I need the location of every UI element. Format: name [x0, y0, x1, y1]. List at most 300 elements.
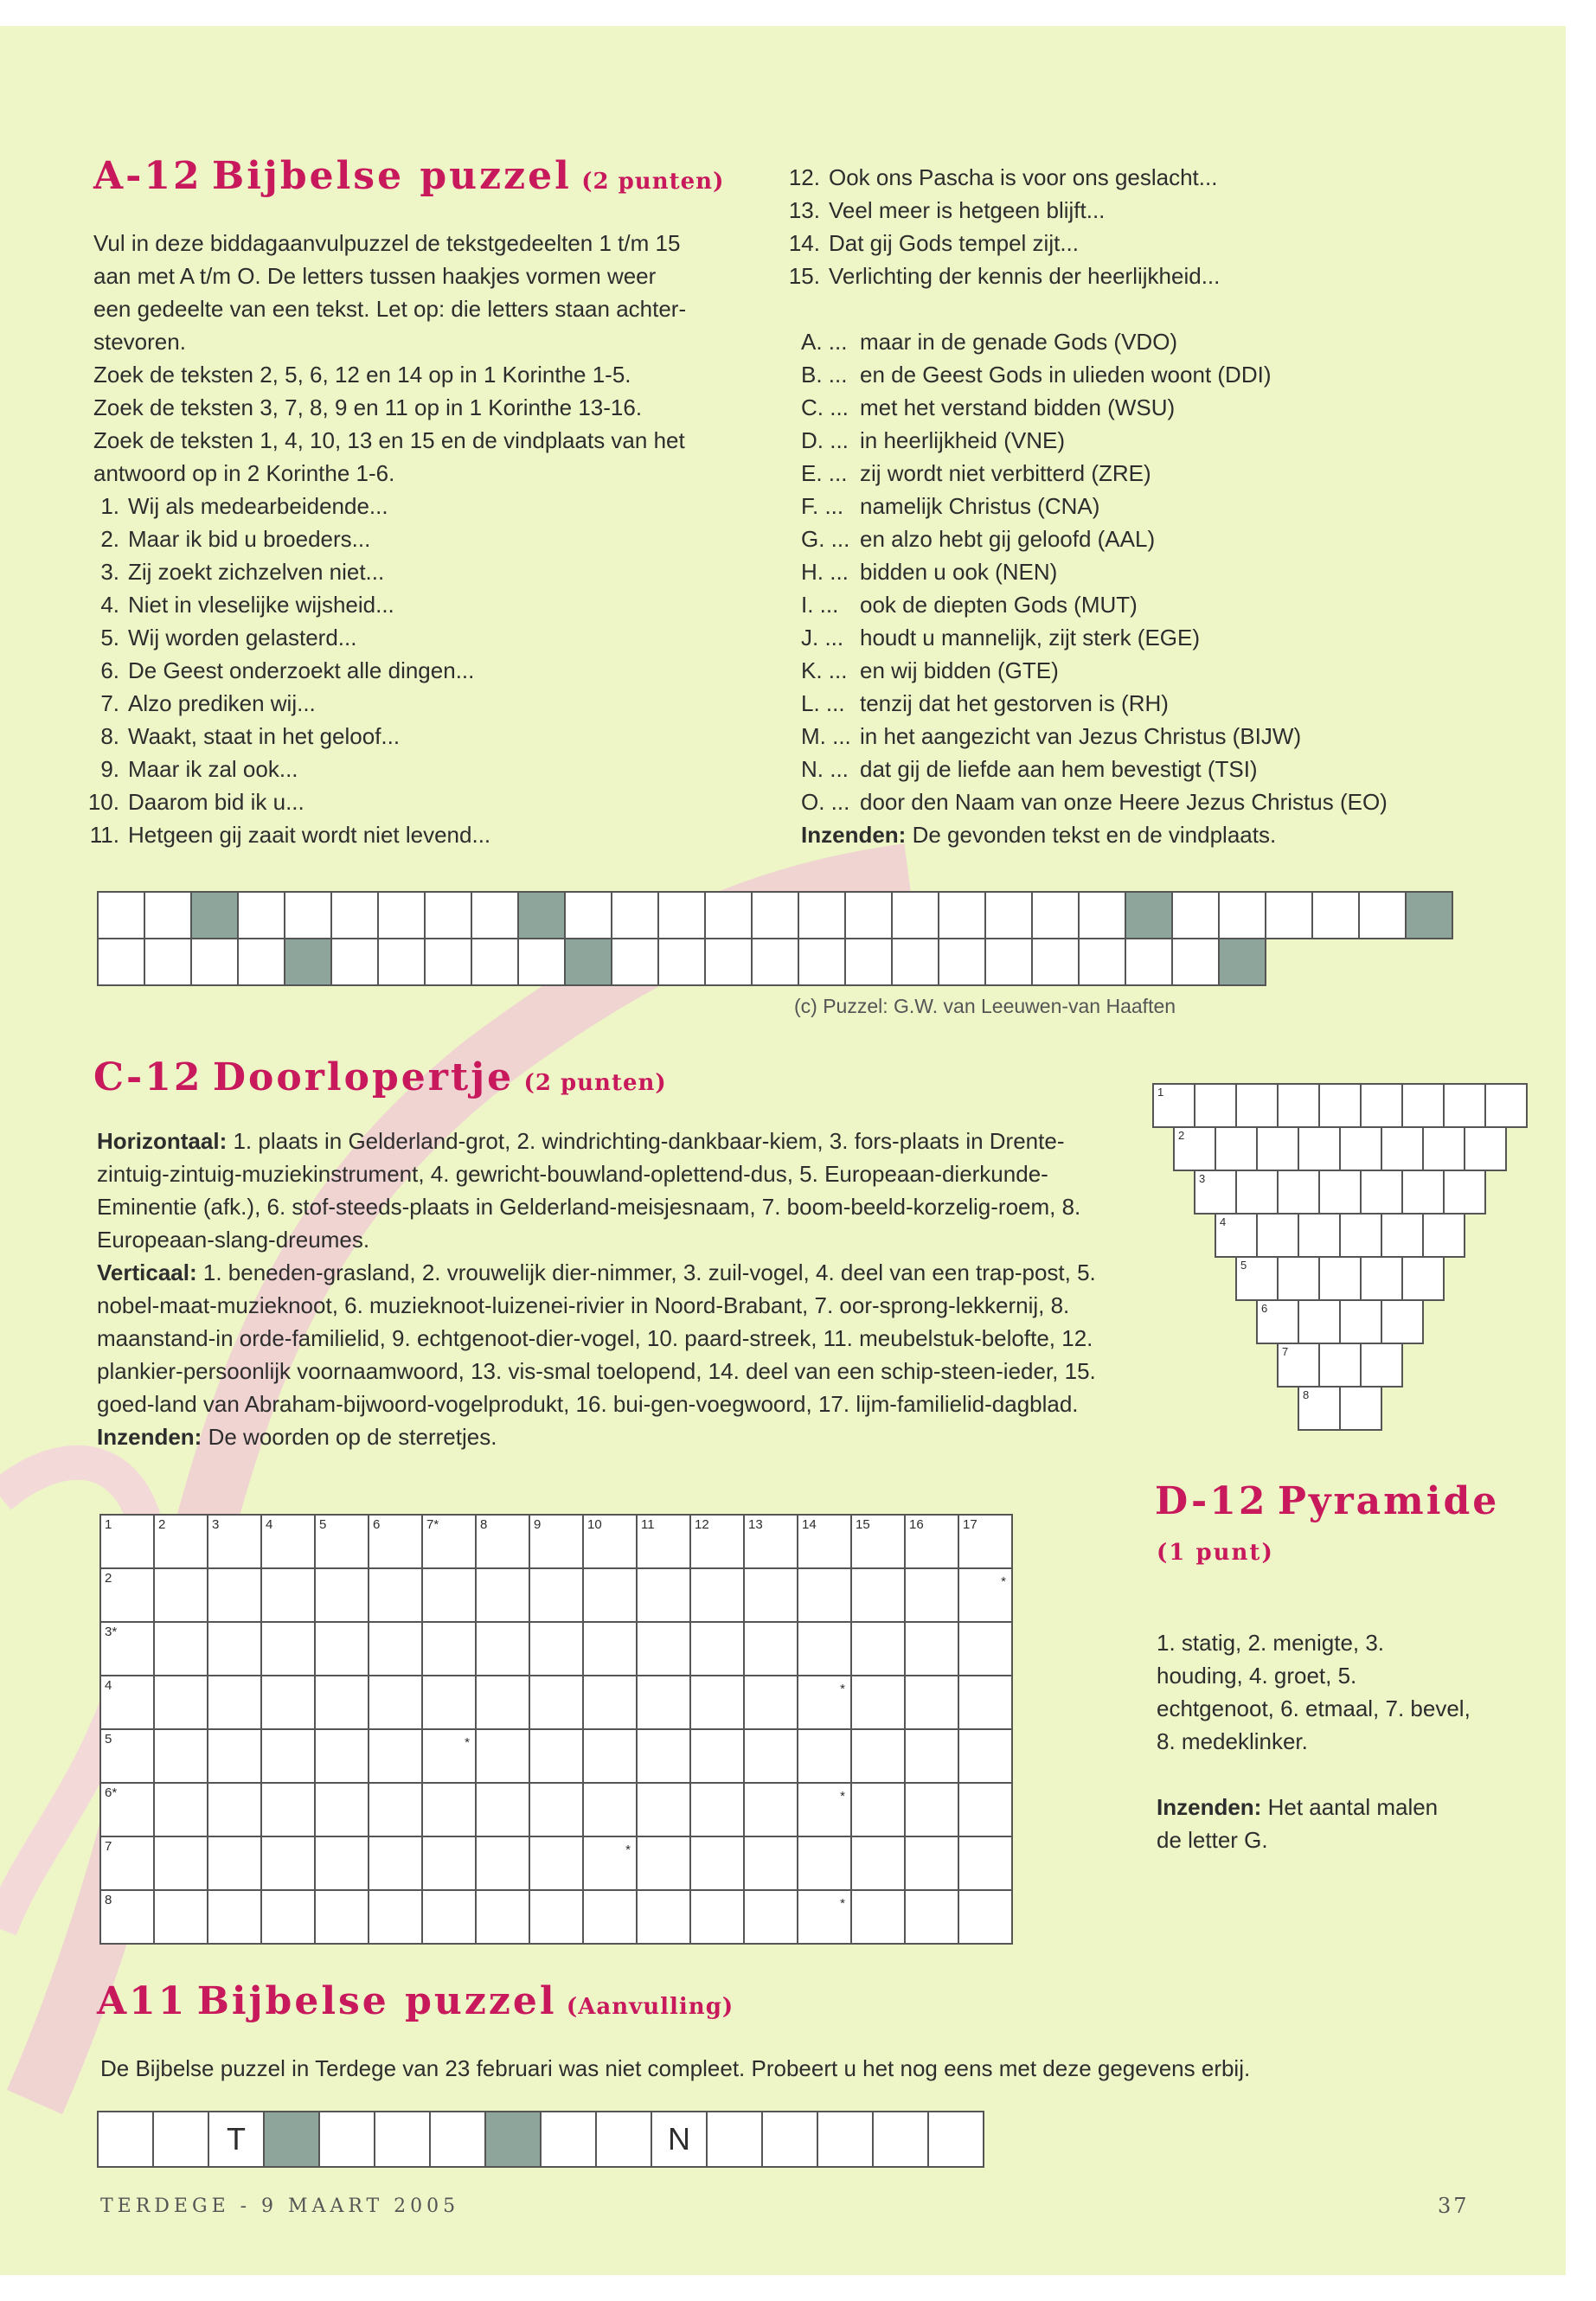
pyramid-cell[interactable]: [1360, 1343, 1403, 1388]
grid-cell[interactable]: [423, 1516, 477, 1569]
grid-cell[interactable]: [1125, 938, 1173, 986]
grid-cell[interactable]: [1218, 891, 1266, 939]
grid-cell[interactable]: [369, 1730, 423, 1784]
grid-cell[interactable]: [530, 1891, 584, 1945]
grid-cell[interactable]: [751, 891, 799, 939]
list-item: J. ... houdt u mannelijk, zijt sterk (EGE): [801, 625, 1201, 651]
pyramid-cell[interactable]: [1298, 1126, 1341, 1171]
grid-cell[interactable]: [517, 938, 566, 986]
pyramid-cell[interactable]: [1235, 1170, 1279, 1215]
grid-cell[interactable]: [284, 891, 332, 939]
grid-cell[interactable]: [584, 1623, 638, 1676]
grid-cell[interactable]: [852, 1784, 906, 1837]
grid-cell[interactable]: [330, 938, 379, 986]
page: [0, 26, 1566, 2275]
star-marker: *: [840, 1896, 845, 1911]
grid-cell[interactable]: [262, 1623, 316, 1676]
grid-cell[interactable]: [745, 1784, 798, 1837]
grid-cell[interactable]: [691, 1784, 745, 1837]
grid-cell[interactable]: [584, 1516, 638, 1569]
grid-cell[interactable]: [423, 1676, 477, 1730]
grid-cell[interactable]: [477, 1784, 530, 1837]
pyramid-cell[interactable]: [1215, 1126, 1258, 1171]
grid-cell[interactable]: [316, 1569, 369, 1623]
grid-cell[interactable]: [262, 1676, 316, 1730]
grid-cell[interactable]: [938, 938, 986, 986]
star-marker: *: [625, 1843, 631, 1857]
list-item: 6. De Geest onderzoekt alle dingen...: [100, 657, 475, 683]
pyramid-cell[interactable]: [1318, 1343, 1362, 1388]
grid-cell[interactable]: [429, 2111, 486, 2168]
grid-cell[interactable]: [852, 1623, 906, 1676]
list-item: B. ... en de Geest Gods in ulieden woont (DDI): [801, 362, 1272, 388]
grid-cell[interactable]: [423, 1891, 477, 1945]
grid-cell[interactable]: [208, 1730, 262, 1784]
pyramid-cell[interactable]: [1422, 1213, 1465, 1258]
grid-cell[interactable]: [906, 1516, 959, 1569]
pyramid-cell[interactable]: [1339, 1126, 1382, 1171]
grid-cell[interactable]: [262, 1837, 316, 1891]
grid-cell[interactable]: [208, 1569, 262, 1623]
grid-cell[interactable]: [423, 1837, 477, 1891]
grid-cell[interactable]: [638, 1784, 691, 1837]
grid-cell[interactable]: [517, 891, 566, 939]
grid-cell[interactable]: [906, 1784, 959, 1837]
grid-cell[interactable]: [316, 1623, 369, 1676]
grid-cell[interactable]: [369, 1891, 423, 1945]
grid-cell[interactable]: [423, 1623, 477, 1676]
grid-cell[interactable]: [144, 938, 192, 986]
grid-cell[interactable]: [477, 1837, 530, 1891]
grid-cell[interactable]: [638, 1676, 691, 1730]
list-item: I. ... ook de diepten Gods (MUT): [801, 592, 1138, 618]
grid-cell[interactable]: [284, 938, 332, 986]
grid-cell[interactable]: [101, 1837, 155, 1891]
grid-cell[interactable]: [798, 1891, 852, 1945]
grid-cell[interactable]: [745, 1837, 798, 1891]
cell-number: 17: [963, 1517, 977, 1532]
pyramid-row: [1194, 1170, 1484, 1215]
cell-number: 5: [105, 1732, 112, 1747]
grid-cell[interactable]: [155, 1784, 208, 1837]
d12-points: (1 punt): [1157, 1540, 1274, 1566]
grid-cell[interactable]: [891, 891, 939, 939]
list-item: F. ... namelijk Christus (CNA): [801, 493, 1100, 519]
grid-cell[interactable]: [1218, 938, 1266, 986]
grid-cell[interactable]: [101, 1784, 155, 1837]
pyramid-row: [1298, 1386, 1381, 1431]
grid-cell[interactable]: [477, 1730, 530, 1784]
grid-cell[interactable]: [798, 891, 846, 939]
grid-cell[interactable]: [595, 2111, 652, 2168]
pyramid-cell[interactable]: [1381, 1126, 1424, 1171]
grid-cell[interactable]: [798, 1569, 852, 1623]
pyramid-cell[interactable]: [1318, 1083, 1362, 1128]
grid-cell[interactable]: [152, 2111, 209, 2168]
grid-cell[interactable]: [657, 891, 706, 939]
grid-cell[interactable]: [369, 1569, 423, 1623]
list-item: 11. Hetgeen gij zaait wordt niet levend...: [89, 822, 491, 848]
grid-cell[interactable]: [316, 1784, 369, 1837]
grid-cell[interactable]: [745, 1623, 798, 1676]
grid-cell[interactable]: [190, 938, 239, 986]
grid-cell[interactable]: [530, 1623, 584, 1676]
grid-cell[interactable]: [1405, 891, 1453, 939]
grid-cell[interactable]: [369, 1676, 423, 1730]
grid-cell[interactable]: [97, 891, 145, 939]
grid-cell[interactable]: [101, 1569, 155, 1623]
grid-cell[interactable]: [330, 891, 379, 939]
grid-cell[interactable]: [155, 1676, 208, 1730]
grid-cell[interactable]: [369, 1784, 423, 1837]
grid-cell[interactable]: [369, 1623, 423, 1676]
list-item: 3. Zij zoekt zichzelven niet...: [100, 559, 385, 585]
pyramid-cell[interactable]: [1401, 1256, 1445, 1301]
grid-row: [101, 1730, 1013, 1784]
pyramid-cell[interactable]: [1235, 1256, 1279, 1301]
grid-cell[interactable]: [745, 1891, 798, 1945]
grid-cell[interactable]: [657, 938, 706, 986]
d12-send: Inzenden: Het aantal malen de letter G.: [1157, 1794, 1439, 1853]
pyramid-cell[interactable]: [1360, 1256, 1403, 1301]
pyramid-cell[interactable]: [1422, 1126, 1465, 1171]
grid-cell[interactable]: [155, 1837, 208, 1891]
grid-cell[interactable]: [471, 891, 519, 939]
grid-cell[interactable]: [745, 1730, 798, 1784]
grid-cell[interactable]: [316, 1676, 369, 1730]
grid-cell[interactable]: [318, 2111, 375, 2168]
pyramid-cell[interactable]: [1401, 1170, 1445, 1215]
grid-cell[interactable]: [852, 1569, 906, 1623]
grid-cell[interactable]: [530, 1569, 584, 1623]
grid-cell[interactable]: [97, 938, 145, 986]
grid-cell[interactable]: [704, 891, 753, 939]
pyramid-cell[interactable]: [1173, 1126, 1216, 1171]
cell-number: 1: [105, 1517, 112, 1532]
grid-cell[interactable]: [316, 1516, 369, 1569]
list-item: 15. Verlichting der kennis der heerlijkheid...: [788, 263, 1221, 289]
grid-cell[interactable]: [611, 891, 659, 939]
grid-cell[interactable]: [638, 1516, 691, 1569]
grid-cell[interactable]: [691, 1516, 745, 1569]
cell-number: 7: [105, 1839, 112, 1854]
grid-cell[interactable]: N: [651, 2111, 708, 2168]
grid-cell[interactable]: [584, 1784, 638, 1837]
grid-cell[interactable]: [798, 1784, 852, 1837]
grid-cell[interactable]: [423, 1730, 477, 1784]
pyramid-cell[interactable]: [1256, 1213, 1299, 1258]
pyramid-cell[interactable]: [1318, 1170, 1362, 1215]
grid-cell[interactable]: [101, 1676, 155, 1730]
grid-cell[interactable]: [584, 1837, 638, 1891]
grid-cell[interactable]: [424, 891, 472, 939]
pyramid-cell[interactable]: [1360, 1170, 1403, 1215]
pyramid-cell[interactable]: [1381, 1213, 1424, 1258]
grid-cell[interactable]: [564, 938, 612, 986]
grid-cell[interactable]: [1078, 938, 1126, 986]
cell-number: 7: [1282, 1345, 1289, 1358]
grid-cell[interactable]: [155, 1516, 208, 1569]
grid-cell[interactable]: [540, 2111, 597, 2168]
grid-cell[interactable]: [155, 1623, 208, 1676]
pyramid-row: [1277, 1343, 1401, 1388]
pyramid-cell[interactable]: [1318, 1256, 1362, 1301]
grid-cell[interactable]: [155, 1730, 208, 1784]
grid-cell[interactable]: [155, 1891, 208, 1945]
grid-cell[interactable]: T: [208, 2111, 265, 2168]
grid-cell[interactable]: [584, 1891, 638, 1945]
grid-cell[interactable]: [852, 1891, 906, 1945]
cell-number: 3: [1199, 1172, 1206, 1185]
list-item: G. ... en alzo hebt gij geloofd (AAL): [801, 526, 1156, 552]
grid-cell[interactable]: [938, 891, 986, 939]
grid-cell[interactable]: [817, 2111, 874, 2168]
grid-cell[interactable]: [477, 1676, 530, 1730]
list-item: 2. Maar ik bid u broeders...: [100, 526, 371, 552]
grid-cell[interactable]: [704, 938, 753, 986]
pyramid-cell[interactable]: [1194, 1083, 1237, 1128]
grid-cell[interactable]: [316, 1891, 369, 1945]
grid-cell[interactable]: [638, 1569, 691, 1623]
grid-cell[interactable]: [798, 1837, 852, 1891]
grid-cell[interactable]: [208, 1623, 262, 1676]
grid-cell[interactable]: [530, 1730, 584, 1784]
grid-cell[interactable]: [872, 2111, 929, 2168]
grid-cell[interactable]: [477, 1569, 530, 1623]
grid-cell[interactable]: [423, 1784, 477, 1837]
pyramid-cell[interactable]: [1360, 1083, 1403, 1128]
grid-cell[interactable]: [477, 1891, 530, 1945]
grid-cell[interactable]: [691, 1730, 745, 1784]
grid-cell[interactable]: [745, 1516, 798, 1569]
grid-cell[interactable]: [745, 1676, 798, 1730]
pyramid-cell[interactable]: [1381, 1299, 1424, 1344]
grid-cell[interactable]: [798, 1516, 852, 1569]
list-item: 9. Maar ik zal ook...: [100, 756, 298, 782]
grid-cell[interactable]: [959, 1891, 1013, 1945]
grid-cell[interactable]: [691, 1837, 745, 1891]
pyramid-cell[interactable]: [1339, 1386, 1382, 1431]
grid-cell[interactable]: [984, 938, 1033, 986]
grid-cell[interactable]: [530, 1784, 584, 1837]
grid-cell[interactable]: [638, 1837, 691, 1891]
grid-cell[interactable]: [959, 1730, 1013, 1784]
grid-cell[interactable]: [844, 891, 893, 939]
a12-intro: Vul in deze biddagaanvulpuzzel de tekstgedeelten 1 t/m 15 aan met A t/m O. De letters tussen haakjes vormen weer een gedeelte van een tekst. Let op: die letters staan achter- stevoren. Zoek de teksten 2, 5, 6, 12 en 14 op in 1 Korinthe 1-5. Zoek de teksten 3, 7, 8, 9 en 11 op in 1 Korinthe 13-16. Zoek de teksten 1, 4, 10, 13 en 15 en de vindplaats van het antwoord op in 2 Korinthe 1-6.: [93, 230, 687, 486]
pyramid-cell[interactable]: [1256, 1299, 1299, 1344]
a12-answer-list: [801, 325, 1545, 851]
list-item: 12. Ook ons Pascha is voor ons geslacht...: [788, 164, 1218, 190]
grid-cell[interactable]: [959, 1623, 1013, 1676]
list-item: 7. Alzo prediken wij...: [100, 690, 316, 716]
grid-cell[interactable]: [959, 1676, 1013, 1730]
pyramid-cell[interactable]: [1256, 1126, 1299, 1171]
grid-cell[interactable]: [691, 1891, 745, 1945]
grid-cell[interactable]: [745, 1569, 798, 1623]
grid-cell[interactable]: [262, 1730, 316, 1784]
grid-cell[interactable]: [1125, 891, 1173, 939]
c12-title: C-12 Doorlopertje (2 punten): [93, 1055, 667, 1099]
cell-number: 6: [1261, 1302, 1268, 1315]
pyramid-cell[interactable]: [1339, 1213, 1382, 1258]
pyramid-cell[interactable]: [1277, 1083, 1320, 1128]
grid-cell[interactable]: [530, 1516, 584, 1569]
a11-text: De Bijbelse puzzel in Terdege van 23 februari was niet compleet. Probeert u het nog eens met deze gegevens erbij.: [100, 2055, 1251, 2081]
grid-cell[interactable]: [144, 891, 192, 939]
grid-cell[interactable]: [691, 1569, 745, 1623]
grid-cell[interactable]: [208, 1676, 262, 1730]
pyramid-cell[interactable]: [1215, 1213, 1258, 1258]
grid-cell[interactable]: [1171, 891, 1220, 939]
grid-cell[interactable]: [423, 1569, 477, 1623]
grid-cell[interactable]: [844, 938, 893, 986]
grid-cell[interactable]: [208, 1784, 262, 1837]
pyramid-cell[interactable]: [1277, 1170, 1320, 1215]
pyramid-cell[interactable]: [1298, 1299, 1341, 1344]
grid-cell[interactable]: [959, 1516, 1013, 1569]
grid-cell[interactable]: [906, 1837, 959, 1891]
grid-cell[interactable]: [377, 891, 426, 939]
grid-cell[interactable]: [369, 1837, 423, 1891]
list-item: 13. Veel meer is hetgeen blijft...: [788, 197, 1106, 223]
pyramid-cell[interactable]: [1443, 1083, 1486, 1128]
grid-cell[interactable]: [691, 1623, 745, 1676]
grid-cell[interactable]: [424, 938, 472, 986]
cell-number: 2: [105, 1571, 112, 1586]
grid-cell[interactable]: [1265, 891, 1313, 939]
pyramid-cell[interactable]: [1277, 1343, 1320, 1388]
pyramid-cell[interactable]: [1464, 1126, 1507, 1171]
pyramid-row: [1173, 1126, 1505, 1171]
grid-cell[interactable]: [477, 1516, 530, 1569]
grid-cell[interactable]: [101, 1516, 155, 1569]
grid-cell[interactable]: [1311, 891, 1360, 939]
cell-number: 8: [1303, 1388, 1310, 1401]
grid-cell[interactable]: [852, 1837, 906, 1891]
grid-cell[interactable]: [316, 1730, 369, 1784]
pyramid-cell[interactable]: [1298, 1386, 1341, 1431]
grid-cell[interactable]: [1078, 891, 1126, 939]
grid-cell[interactable]: [638, 1891, 691, 1945]
grid-cell[interactable]: [984, 891, 1033, 939]
grid-cell[interactable]: [638, 1730, 691, 1784]
grid-row: [101, 1837, 1013, 1891]
grid-cell[interactable]: [316, 1837, 369, 1891]
cell-number: 8: [105, 1893, 112, 1907]
grid-cell[interactable]: [484, 2111, 542, 2168]
grid-cell[interactable]: [798, 938, 846, 986]
pyramid-cell[interactable]: [1235, 1083, 1279, 1128]
grid-cell[interactable]: [906, 1676, 959, 1730]
grid-cell[interactable]: [374, 2111, 431, 2168]
pyramid-cell[interactable]: [1194, 1170, 1237, 1215]
grid-cell[interactable]: [584, 1569, 638, 1623]
pyramid-cell[interactable]: [1339, 1299, 1382, 1344]
pyramid-cell[interactable]: [1401, 1083, 1445, 1128]
grid-cell[interactable]: [751, 938, 799, 986]
grid-cell[interactable]: [208, 1891, 262, 1945]
grid-cell[interactable]: [101, 1891, 155, 1945]
grid-cell[interactable]: [263, 2111, 320, 2168]
grid-cell[interactable]: [208, 1837, 262, 1891]
grid-cell[interactable]: [906, 1623, 959, 1676]
grid-cell[interactable]: [237, 938, 285, 986]
grid-cell[interactable]: [584, 1730, 638, 1784]
grid-cell[interactable]: [262, 1569, 316, 1623]
list-item: O. ... door den Naam van onze Heere Jezus Christus (EO): [801, 789, 1388, 815]
pyramid-cell[interactable]: [1484, 1083, 1528, 1128]
grid-cell[interactable]: [852, 1676, 906, 1730]
grid-cell[interactable]: [190, 891, 239, 939]
grid-cell[interactable]: [262, 1516, 316, 1569]
grid-cell[interactable]: [262, 1784, 316, 1837]
grid-cell[interactable]: [638, 1623, 691, 1676]
grid-cell[interactable]: [101, 1730, 155, 1784]
grid-cell[interactable]: [155, 1569, 208, 1623]
cell-number: 4: [266, 1517, 273, 1532]
c12-clues: Horizontaal: 1. plaats in Gelderland-grot, 2. windrichting-dankbaar-kiem, 3. fors-plaats in Drente-zintuig-zintuig-muziekinstrument, 4. gewricht-bouwland-oplettend-dus, 5. Europeaan-dierkunde-Eminentie (afk.), 6. stof-steeds-plaats in Gelderland-meisjesnaam, 7. boom-beeld-korzelig-roem, 8. Europeaan-slang-dreumes. Verticaal: 1. beneden-grasland, 2. vrouwelijk dier-nimmer, 3. zuil-vogel, 4. deel van een trap-post, 5. nobel-maat-muzieknoot, 6. muzieknoot-luizenei-rivier in Noord-Brabant, 7. oor-sprong-lekkernij, 8. maanstand-in orde-familielid, 9. echtgenoot-dier-vogel, 10. paard-streek, 11. meubelstuk-belofte, 12. plankier-persoonlijk voornaamwoord, 13. vis-smal toelopend, 14. deel van een schip-steen-ieder, 15. goed-land van Abraham-bijwoord-vogelprodukt, 16. bui-gen-voegwoord, 17. lijm-familielid-dagblad. Inzenden: De woorden op de sterretjes.: [97, 1128, 1096, 1450]
grid-cell[interactable]: [927, 2111, 984, 2168]
grid-cell[interactable]: [852, 1730, 906, 1784]
grid-cell[interactable]: [1031, 938, 1080, 986]
grid-cell[interactable]: [1358, 891, 1407, 939]
grid-cell[interactable]: [97, 2111, 154, 2168]
grid-cell[interactable]: [691, 1676, 745, 1730]
a12-answer-grid-row-2: [97, 938, 1265, 986]
pyramid-row: [1215, 1213, 1464, 1258]
grid-cell[interactable]: [377, 938, 426, 986]
grid-cell[interactable]: [906, 1891, 959, 1945]
grid-cell[interactable]: [959, 1569, 1013, 1623]
grid-cell[interactable]: [564, 891, 612, 939]
grid-cell[interactable]: [611, 938, 659, 986]
grid-cell[interactable]: [798, 1730, 852, 1784]
grid-cell[interactable]: [530, 1676, 584, 1730]
grid-row: [101, 1569, 1013, 1623]
grid-cell[interactable]: [959, 1784, 1013, 1837]
grid-cell[interactable]: [959, 1837, 1013, 1891]
grid-cell[interactable]: [706, 2111, 763, 2168]
grid-cell[interactable]: [262, 1891, 316, 1945]
star-marker: *: [840, 1789, 845, 1804]
grid-cell[interactable]: [1031, 891, 1080, 939]
grid-cell[interactable]: [906, 1569, 959, 1623]
grid-cell[interactable]: [852, 1516, 906, 1569]
grid-cell[interactable]: [530, 1837, 584, 1891]
grid-cell[interactable]: [237, 891, 285, 939]
cell-number: 2: [158, 1517, 166, 1532]
grid-cell[interactable]: [761, 2111, 818, 2168]
pyramid-cell[interactable]: [1152, 1083, 1195, 1128]
grid-cell[interactable]: [798, 1676, 852, 1730]
grid-cell[interactable]: [471, 938, 519, 986]
grid-cell[interactable]: [477, 1623, 530, 1676]
grid-cell[interactable]: [208, 1516, 262, 1569]
grid-cell[interactable]: [369, 1516, 423, 1569]
grid-cell[interactable]: [1171, 938, 1220, 986]
grid-cell[interactable]: [584, 1676, 638, 1730]
grid-cell[interactable]: [891, 938, 939, 986]
grid-cell[interactable]: [101, 1623, 155, 1676]
list-item: 4. Niet in vleselijke wijsheid...: [100, 592, 394, 618]
pyramid-cell[interactable]: [1298, 1213, 1341, 1258]
pyramid-cell[interactable]: [1277, 1256, 1320, 1301]
star-marker: *: [465, 1735, 470, 1750]
grid-cell[interactable]: [798, 1623, 852, 1676]
grid-cell[interactable]: [906, 1730, 959, 1784]
pyramid-cell[interactable]: [1443, 1170, 1486, 1215]
list-item: M. ... in het aangezicht van Jezus Christus (BIJW): [801, 723, 1302, 749]
